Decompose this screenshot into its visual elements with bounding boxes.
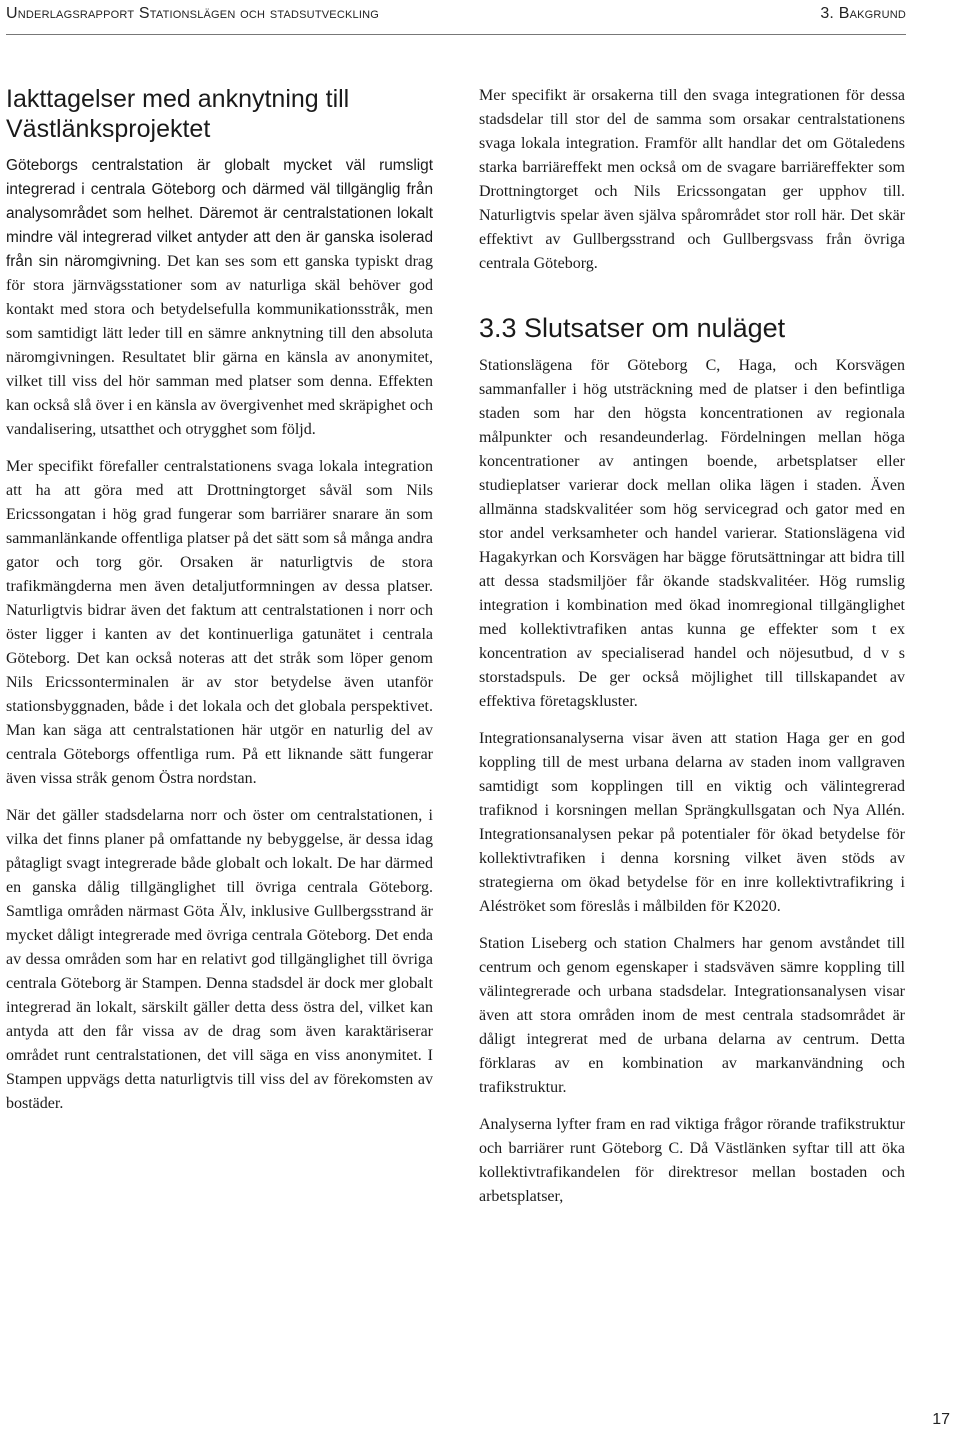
paragraph: Stationslägena för Göteborg C, Haga, och Korsvägen sammanfaller i hög utsträckning med de platser i den befintliga staden som har den högsta koncentrationen av regionala målpunkter och resandeunderlag. Fördelningen mellan höga koncentrationer av antingen boende, arbetsplatser eller studieplatser varierar dock mellan olika lägen i staden. Även allmänna stadskvalitéer som hög servicegrad och gator med en stor andel verksamheter och handel varierar. Stationslägena vid Hagakyrkan och Korsvägen har bägge förutsättningar att bidra till att dessa stadsmiljöer får ökande stadskvalitéer. Hög rumslig integration i kombination med ökad inomregional tillgänglighet med kollektivtrafiken antas kunna ge effekter som t ex koncentration av specialiserad handel och nöjesutbud, d v s storstadspuls. De ger också möjlighet till tillskapandet av effektiva företagskluster. bbox=[479, 357, 905, 710]
paragraph-serif-run: Det kan ses som ett ganska typiskt drag för stora järnvägsstationer som av naturliga skäl behöver god kontakt med stora och betydelsefulla kommunikationsstråk, men som samtidigt lätt leder till en sämre anknytning till den absoluta näromgivningen. Resultatet blir gärna en känsla av anonymitet, vilket till viss del hör samman med platser som denna. Effekten kan också slå över i en känsla av övergivenhet med skräpighet och vandalisering, utsatthet och otrygghet som följd. bbox=[6, 253, 434, 438]
paragraph: När det gäller stadsdelarna norr och öster om centralstationen, i vilka det finns planer på omfattande ny bebyggelse, är dessa idag påtagligt svagt integrerade både globalt och lokalt. De har därmed en ganska dålig tillgänglighet till övriga centrala Göteborg. Samtliga områden närmast Göta Älv, inklusive Gullbergsstrand är mycket dåligt integrerade med övriga centrala Göteborg. Det enda av dessa områden som har en relativt god tillgänglighet till övriga centrala Göteborg är Stampen. Denna stadsdel är dock mer globalt integrerad än lokalt, särskilt gäller detta dess östra del, vilket kan antyda att den får vissa av de drag som även karaktäriserar området runt centralstationen, det vill säga en viss anonymitet. I Stampen uppvägs detta naturligtvis till viss del av förekomsten av bostäder. bbox=[6, 807, 433, 1112]
right-column bbox=[479, 84, 905, 1209]
report-title: Underlagsrapport Stationslägen och stadsutveckling bbox=[6, 5, 379, 22]
chapter-title: 3. Bakgrund bbox=[820, 5, 906, 22]
paragraph: Analyserna lyfter fram en rad viktiga frågor rörande trafikstruktur och barriärer runt Göteborg C. Då Västlänken syftar till att öka kollektivtrafikandelen för direktresor mellan bostaden och arbetsplatser, bbox=[479, 1116, 905, 1205]
section-heading-observations: Iakttagelser med anknytning till Västlänksprojektet bbox=[6, 85, 350, 143]
paragraph bbox=[6, 154, 433, 442]
paragraph-sans-run: Göteborgs centralstation är globalt mycket väl rumsligt integrerad i centrala Göteborg och därmed väl tillgänglig från analysområdet som helhet. Däremot är centralstationen lokalt mindre väl integrerad vilket antyder att den är ganska isolerad från sin näromgivning. bbox=[6, 157, 433, 270]
paragraph: Mer specifikt förefaller centralstationens svaga lokala integration att ha att göra med att Drottningtorget såväl som Nils Ericssongatan i hög grad fungerar som barriärer snarare än som sammanlänkande offentliga platser på det sätt som så många andra gator och torg gör. Orsaken är naturligtvis de stora trafikmängderna men även detaljutformningen av dessa platser. Naturligtvis bidrar även det faktum att centralstationen i norr och öster ligger i kanten av det kontinuerliga gatunätet i centrala Göteborg. Det kan också noteras att det stråk som löper genom Nils Ericssonterminalen är av stor betydelse även utanför stationsbyggnaden, både i det lokala och det globala perspektivet. Man kan säga att centralstationen här utgör en naturlig del av centrala Göteborgs offentliga rum. På ett liknande sätt fungerar även vissa stråk genom Östra nordstan. bbox=[6, 458, 433, 787]
paragraph: Mer specifikt är orsakerna till den svaga integrationen för dessa stadsdelar till stor del de samma som orsakar centralstationens svaga lokala integration. Framför allt handlar det om Götaledens starka barriäreffekt men också om de svagare barriäreffekter som Drottningtorget och Nils Ericssongatan ger upphov till. Naturligtvis spelar även själva spårområdet stor roll här. Det skär effektivt av Gullbergsstrand och Gullbergsvass från övriga centrala Göteborg. bbox=[479, 87, 905, 272]
left-column bbox=[6, 84, 433, 1116]
running-header bbox=[6, 0, 906, 35]
paragraph: Station Liseberg och station Chalmers har genom avståndet till centrum och genom egenskaper i stadsväven sämre koppling till välintegrerade och urbana stadsdelar. Integrationsanalysen visar även att stora områden inom de mest centrala stadsområdet är dåligt integrerat med de urbana delarna av centrum. Detta förklaras av en kombination av markanvändning och trafikstruktur. bbox=[479, 935, 905, 1096]
paragraph: Integrationsanalyserna visar även att station Haga ger en god koppling till de mest urbana delarna av staden inom vallgraven samtidigt som kopplingen till en viktig och välintegrerad trafiknod i korsningen mellan Sprängkullsgatan och Nya Allén. Integrationsanalysen pekar på potentialer för ökad betydelse för kollektivtrafiken i denna korsning vilket även stöds av strategierna om ökad betydelse för en inre kollektivtrafikring i Aléströket som föreslås i målbilden för K2020. bbox=[479, 730, 905, 915]
section-heading-conclusions: 3.3 Slutsatser om nuläget bbox=[479, 313, 786, 343]
page-number: 17 bbox=[932, 1411, 950, 1428]
